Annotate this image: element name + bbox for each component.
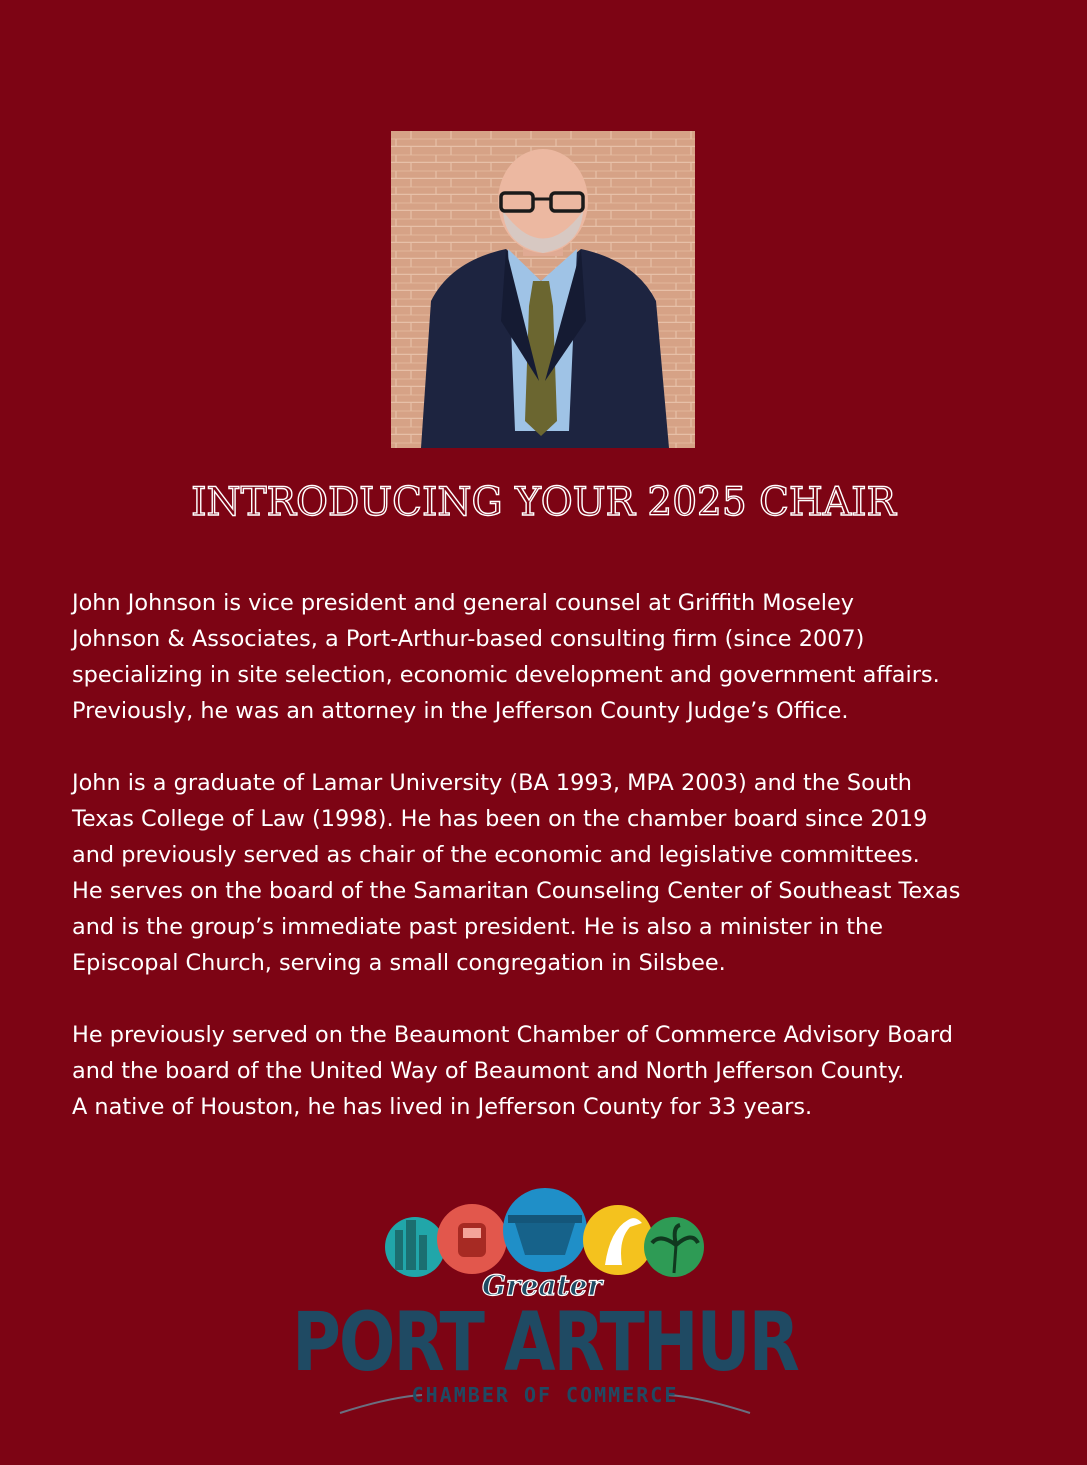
- bio-line: Johnson & Associates, a Port-Arthur-based consulting firm (since 2007): [72, 626, 865, 652]
- logo-tagline: CHAMBER OF COMMERCE: [411, 1383, 679, 1407]
- logo-wordmark: PORT ARTHUR: [292, 1295, 798, 1390]
- bio-line: and is the group’s immediate past president. He is also a minister in the: [72, 914, 884, 940]
- logo-script-word: Greater: [481, 1269, 603, 1302]
- bio-line: Episcopal Church, serving a small congregation in Silsbee.: [72, 950, 726, 976]
- bio-line: John Johnson is vice president and general counsel at Griffith Moseley: [72, 590, 854, 616]
- bio-line: Previously, he was an attorney in the Jefferson County Judge’s Office.: [72, 698, 849, 724]
- bio-line: He previously served on the Beaumont Chamber of Commerce Advisory Board: [72, 1022, 953, 1048]
- bio-line: and the board of the United Way of Beaumont and North Jefferson County.: [72, 1058, 905, 1084]
- bio-paragraph-3: [72, 1017, 1032, 1125]
- bio-line: specializing in site selection, economic development and government affairs.: [72, 662, 940, 688]
- page-title: INTRODUCING YOUR 2025 CHAIR: [191, 480, 896, 525]
- bio-paragraph-1: [72, 585, 1032, 729]
- bio-line: John is a graduate of Lamar University (BA 1993, MPA 2003) and the South: [72, 770, 912, 796]
- chair-biography: [72, 585, 1032, 1161]
- bio-line: A native of Houston, he has lived in Jefferson County for 33 years.: [72, 1094, 813, 1120]
- bio-line: and previously served as chair of the economic and legislative committees.: [72, 842, 920, 868]
- bio-line: Texas College of Law (1998). He has been on the chamber board since 2019: [72, 806, 928, 832]
- chamber-logo-graphic: [292, 1185, 798, 1420]
- chair-portrait-photo: [391, 131, 695, 448]
- bio-line: He serves on the board of the Samaritan Counseling Center of Southeast Texas: [72, 878, 961, 904]
- chamber-logo: [292, 1185, 798, 1420]
- bio-paragraph-2: [72, 765, 1032, 981]
- portrait-illustration: [391, 131, 695, 448]
